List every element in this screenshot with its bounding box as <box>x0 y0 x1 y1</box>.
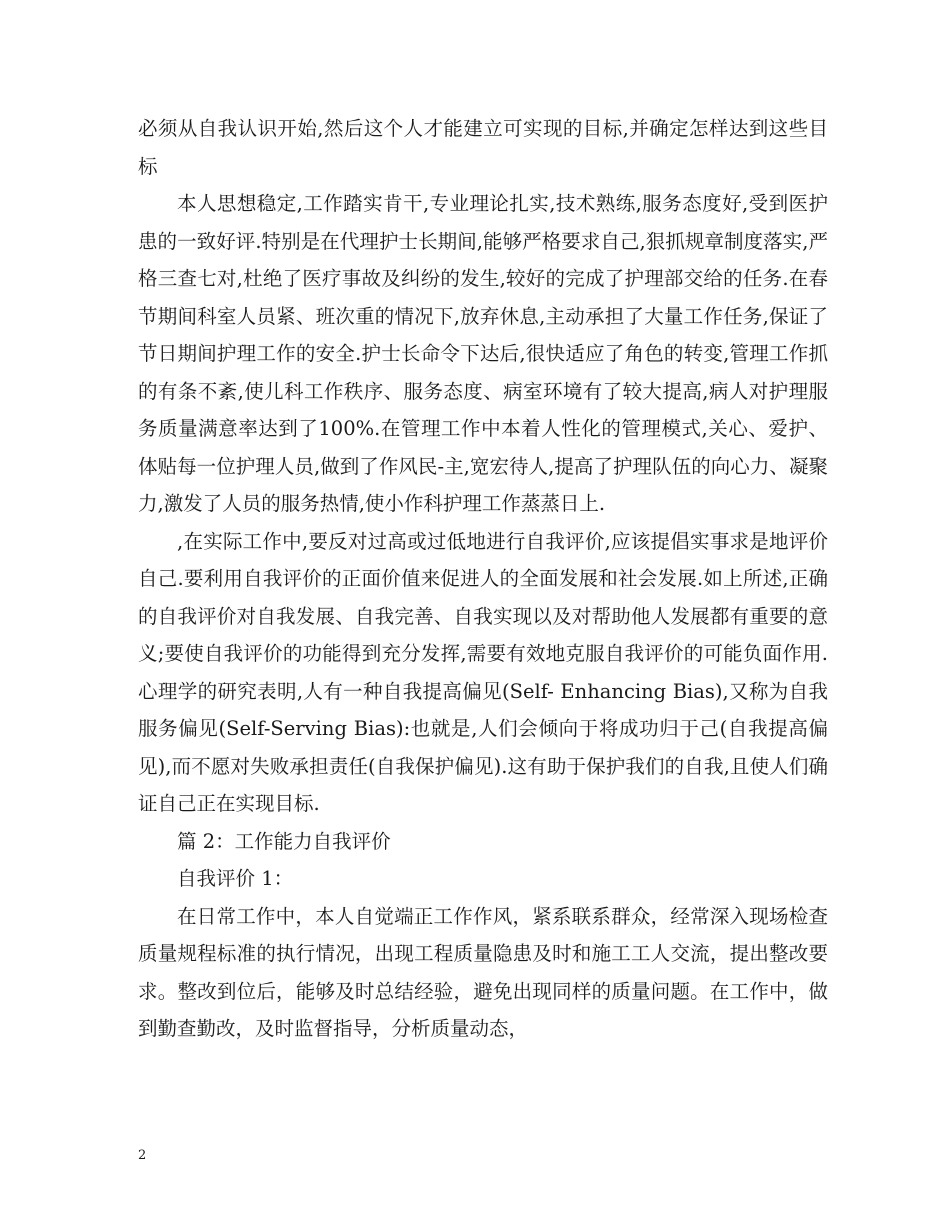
paragraph-2: 本人思想稳定,工作踏实肯干,专业理论扎实,技术熟练,服务态度好,受到医护患的一致好评.特别是在代理护士长期间,能够严格要求自己,狠抓规章制度落实,严格三查七对,杜绝了医疗事故及纠纷的发生,较好的完成了护理部交给的任务.在春节期间科室人员紧、班次重的情况下,放弃休息,主动承担了大量工作任务,保证了节日期间护理工作的安全.护士长命令下达后,很快适应了角色的转变,管理工作抓的有条不紊,使儿科工作秩序、服务态度、病室环境有了较大提高,病人对护理服务质量满意率达到了100%.在管理工作中本着人性化的管理模式,关心、爱护、体贴每一位护理人员,做到了作风民-主,宽宏待人,提高了护理队伍的向心力、凝聚力,激发了人员的服务热情,使小作科护理工作蒸蒸日上. <box>138 192 828 515</box>
section-heading: 篇 2：工作能力自我评价 <box>177 829 391 853</box>
paragraph-3: ,在实际工作中,要反对过高或过低地进行自我评价,应该提倡实事求是地评价自己.要利用自我评价的正面价值来促进人的全面发展和社会发展.如上所述,正确的自我评价对自我发展、自我完善、自我实现以及对帮助他人发展都有重要的意义;要使自我评价的功能得到充分发挥,需要有效地克服自我评价的可能负面作用.心理学的研究表明,人有一种自我提高偏见(Self- Enhancing Bias),又称为自我服务偏见(Self-Serving Bias):也就是,人们会倾向于将成功归于己(自我提高偏见),而不愿对失败承担责任(自我保护偏见).这有助于保护我们的自我,且使人们确证自己正在实现目标. <box>138 529 828 815</box>
document-body <box>138 110 828 1048</box>
page-number: 2 <box>138 1148 147 1163</box>
subsection-heading: 自我评价 1： <box>177 867 294 890</box>
paragraph-4: 在日常工作中，本人自觉端正工作作风，紧系联系群众，经常深入现场检查质量规程标准的执行情况，出现工程质量隐患及时和施工工人交流，提出整改要求。整改到位后，能够及时总结经验，避免出现同样的质量问题。在工作中，做到勤查勤改，及时监督指导，分析质量动态， <box>138 904 828 1040</box>
paragraph-1: 必须从自我认识开始,然后这个人才能建立可实现的目标,并确定怎样达到这些目标 <box>138 117 828 178</box>
